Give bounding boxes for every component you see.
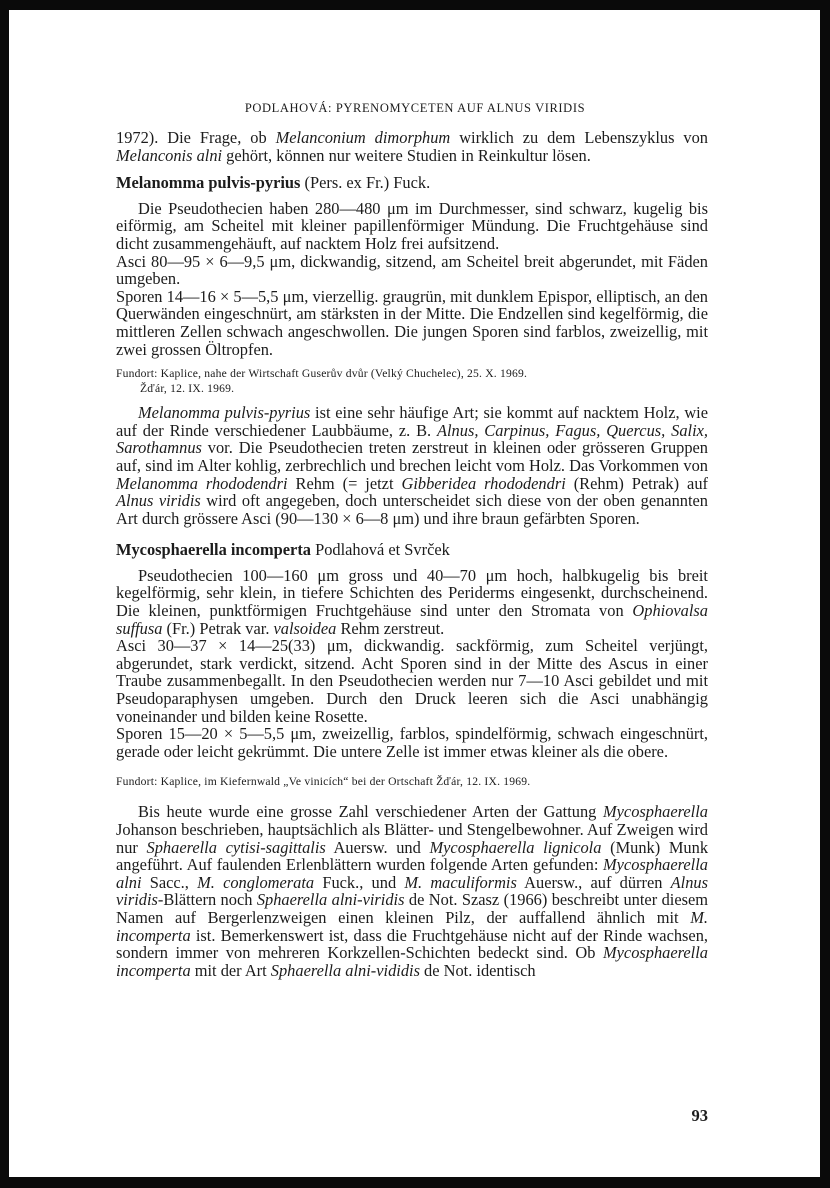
page-number: 93 [691,1106,708,1125]
mycosphaerella-discussion: Bis heute wurde eine grosse Zahl verschiedener Arten der Gattung Mycosphaerella Johanson beschrieben, hauptsächlich als Blätter- und Stengelbewohner. Auf Zweigen wird nur Sphaerella cytisi-sagittalis Auersw. und Mycosphaerella lignicola (Munk) Munk angeführt. Auf faulenden Erlenblättern wurden folgende Arten gefunden: Mycosphaerella alni Sacc., M. conglomerata Fuck., und M. maculiformis Auersw., auf dürren Alnus viridis-Blättern noch Sphaerella alni-viridis de Not. Szasz (1966) beschreibt unter diesem Namen auf Bergerlenzweigen einen kleinen Pilz, der auffallend ähnlich mit M. incomperta ist. Bemerkenswert ist, dass die Fruchtgehäuse nicht auf der Rinde wachsen, sondern immer von mehreren Korkzellen-Schichten bedeckt sind. Ob Mycosphaerella incomperta mit der Art Sphaerella alni-vididis de Not. identisch [116,802,709,980]
section-heading-mycosphaerella: Mycosphaerella incomperta Podlahová et Svrček [116,540,450,560]
mycosphaerella-sporen: Sporen 15—20 × 5—5,5 μm, zweizellig, farblos, spindelförmig, schwach eingeschnürt, gerade oder leicht gekrümmt. Die untere Zelle ist immer etwas kleiner als die obere. [116,724,708,761]
melanomma-description: Die Pseudothecien haben 280—480 μm im Durchmesser, sind schwarz, kugelig bis eiförmig, am Scheitel mit kleiner papillenförmiger Mündung. Die Fruchtgehäuse sind dicht zusammengehäuft, auf nacktem Holz frei aufsitzend. [116,198,708,253]
melanomma-discussion: Melanomma pulvis-pyrius ist eine sehr häufige Art; sie kommt auf nacktem Holz, wie auf der Rinde verschiedener Laubbäume, z. B. Alnus, Carpinus, Fagus, Quercus, Salix, Sarothamnus vor. Die Pseudothecien treten zerstreut in kleinen oder grösseren Gruppen auf, sind im Alter kohlig, zerbrechlich und brechen leicht vom Holz. Das Vorkommen von Melanomma rhododendri Rehm (= jetzt Gibberidea rhododendri (Rehm) Petrak) auf Alnus viridis wird oft angegeben, doch unterscheidet sich diese von der oben genannten Art durch grössere Asci (90—130 × 6—8 μm) und ihre braun gefärbten Sporen. [116,403,708,528]
melanomma-asci: Asci 80—95 × 6—9,5 μm, dickwandig, sitzend, am Scheitel breit abgerundet, mit Fäden umgeben. [116,251,708,289]
mycosphaerella-description: Pseudothecien 100—160 μm gross und 40—70 μm hoch, halbkugelig bis breit kegelförmig, sehr klein, in tiefere Schichten des Periderms eingesenkt, durchscheinend. Die kleinen, punktförmigen Fruchtgehäuse sind unter den Stromata von Ophiovalsa suffusa (Fr.) Petrak var. valsoidea Rehm zerstreut. [116,565,708,638]
mycosphaerella-fundort: Fundort: Kaplice, im Kiefernwald „Ve vinicích“ bei der Ortschaft Žďár, 12. IX. 1969. [116,775,531,789]
page-body [116,129,708,979]
intro-paragraph: 1972). Die Frage, ob Melanconium dimorphum wirklich zu dem Lebenszyklus von Melanconis alni gehört, können nur weitere Studien in Reinkultur lösen. [116,128,708,165]
mycosphaerella-asci: Asci 30—37 × 14—25(33) μm, dickwandig. sackförmig, zum Scheitel verjüngt, abgerundet, stark verdickt, sitzend. Acht Sporen sind in der Mitte des Ascus in einer Traube zusammenbegallt. In den Pseudothecien werden nur 7—10 Asci gebildet und mit Pseudoparaphysen umgeben. Durch den Druck leeren sich die Asci unabhängig voneinander und bilden keine Rosette. [116,636,708,726]
melanomma-fundort: Fundort: Kaplice, nahe der Wirtschaft Guserův dvůr (Velký Chuchelec), 25. X. 1969. Žďár, 12. IX. 1969. [116,367,528,396]
running-head: PODLAHOVÁ: PYRENOMYCETEN AUF ALNUS VIRIDIS [244,101,586,115]
section-heading-melanomma: Melanomma pulvis-pyrius (Pers. ex Fr.) Fuck. [116,173,431,193]
melanomma-sporen: Sporen 14—16 × 5—5,5 μm, vierzellig. graugrün, mit dunklem Epispor, elliptisch, an den Querwänden eingeschnürt, am stärksten in der Mitte. Die Endzellen sind kegelförmig, die mittleren Zellen schwach angeschwollen. Die jungen Sporen sind farblos, zweizellig, mit zwei grossen Öltropfen. [116,286,708,359]
